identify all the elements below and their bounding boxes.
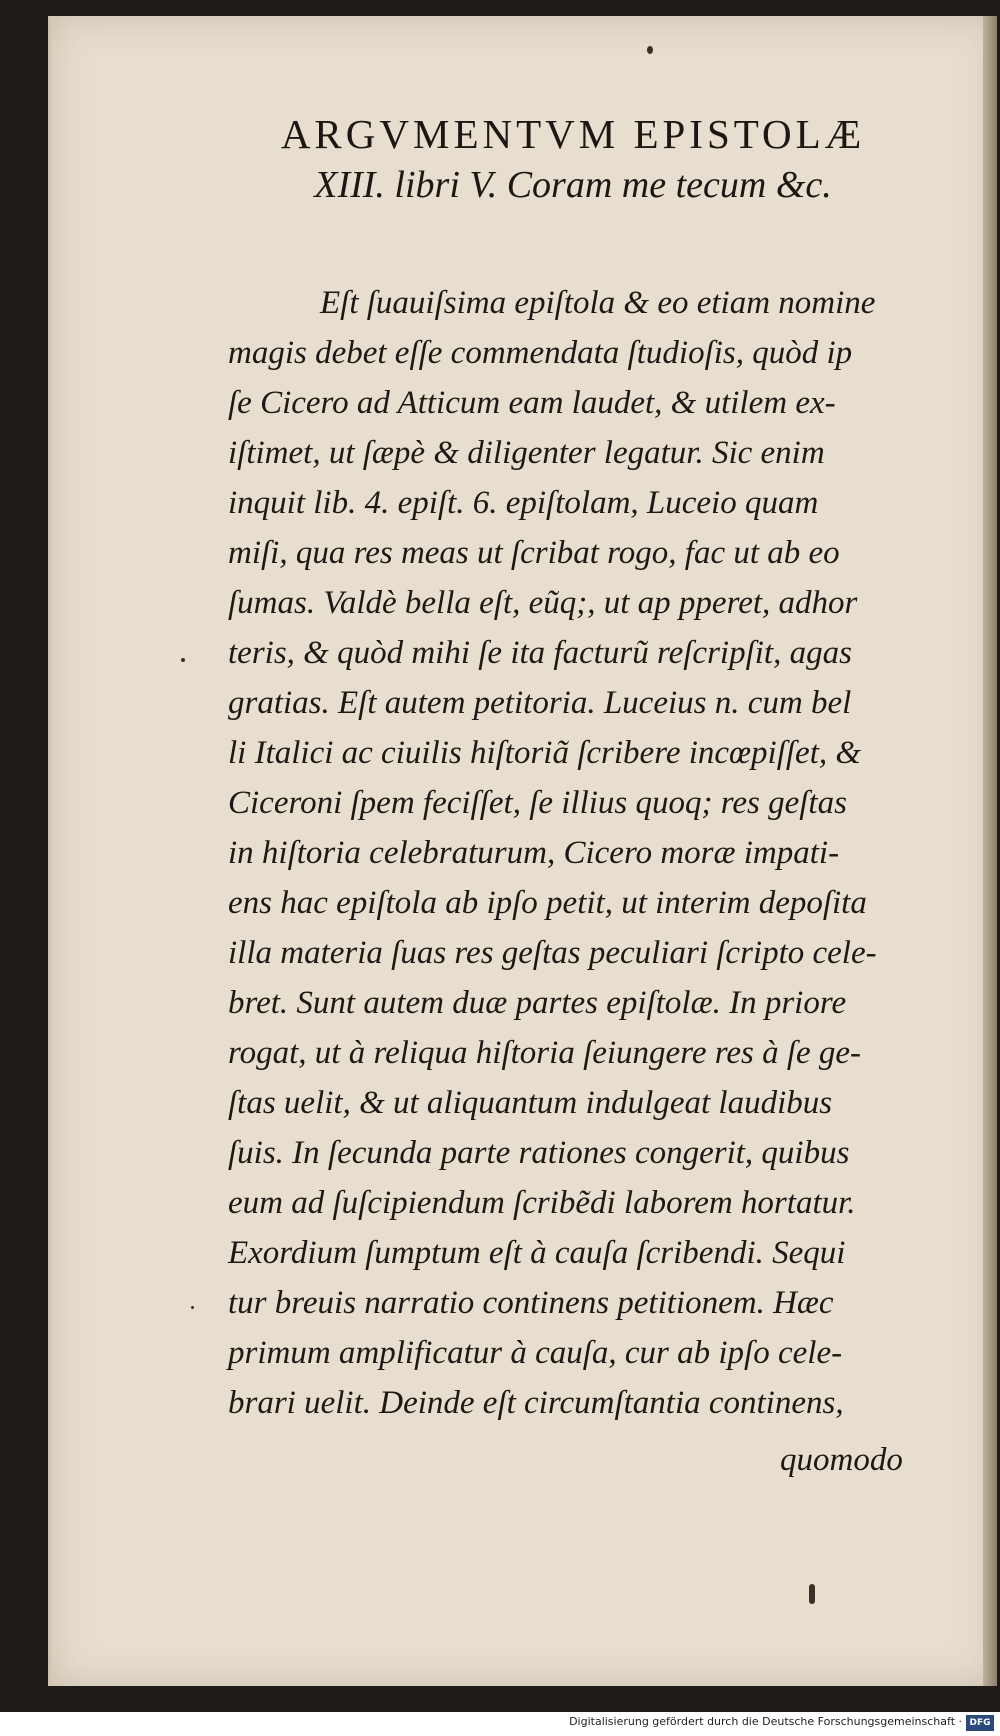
text-line: bret. Sunt autem duæ partes epiſtolæ. In priore bbox=[228, 985, 847, 1021]
text-line: Eſt ſuauiſsima epiſtola & eo etiam nomine bbox=[320, 285, 876, 321]
text-line: ens hac epiſtola ab ipſo petit, ut interim depoſita bbox=[228, 885, 867, 921]
ink-speck bbox=[809, 1584, 815, 1604]
footer-credit: Digitalisierung gefördert durch die Deutsche Forschungsgemeinschaft · bbox=[569, 1715, 962, 1728]
catchword: quomodo bbox=[780, 1442, 903, 1478]
text-line: ſumas. Valdè bella eſt, eũq;, ut ap pperet, adhor bbox=[228, 585, 858, 621]
chapter-heading bbox=[228, 108, 918, 210]
text-line: li Italici ac ciuilis hiſtoriã ſcribere incœpiſſet, & bbox=[228, 735, 862, 771]
text-line: miſi, qua res meas ut ſcribat rogo, fac ut ab eo bbox=[228, 535, 840, 571]
text-line: Ciceroni ſpem feciſſet, ſe illius quoq; res geſtas bbox=[228, 785, 847, 821]
text-line: in hiſtoria celebraturum, Cicero moræ impati- bbox=[228, 835, 840, 871]
digitization-footer bbox=[0, 1712, 1000, 1736]
text-line: tur breuis narratio continens petitionem. Hæc bbox=[228, 1285, 834, 1321]
dfg-logo: DFG bbox=[966, 1715, 994, 1731]
ink-speck bbox=[181, 658, 185, 662]
ink-speck bbox=[647, 46, 653, 54]
text-line: gratias. Eſt autem petitoria. Luceius n. cum bel bbox=[228, 685, 852, 721]
text-line: ſuis. In ſecunda parte rationes congerit, quibus bbox=[228, 1135, 850, 1171]
page-edge bbox=[983, 16, 997, 1686]
text-line: iſtimet, ut ſæpè & diligenter legatur. Sic enim bbox=[228, 435, 825, 471]
text-line: primum amplificatur à cauſa, cur ab ipſo cele- bbox=[228, 1335, 843, 1371]
text-line: Exordium ſumptum eſt à cauſa ſcribendi. Sequi bbox=[228, 1235, 846, 1271]
text-line: inquit lib. 4. epiſt. 6. epiſtolam, Luceio quam bbox=[228, 485, 819, 521]
heading-subtitle: XIII. libri V. Coram me tecum &c. bbox=[314, 164, 832, 206]
ink-speck bbox=[191, 1306, 194, 1309]
text-line: magis debet eſſe commendata ſtudioſis, quòd ip bbox=[228, 335, 853, 371]
text-line: brari uelit. Deinde eſt circumſtantia continens, bbox=[228, 1385, 844, 1421]
heading-title: ARGVMENTVM EPISTOLÆ bbox=[280, 111, 866, 157]
body-text bbox=[228, 278, 928, 1428]
text-line: eum ad ſuſcipiendum ſcribẽdi laborem hortatur. bbox=[228, 1185, 856, 1221]
text-line: rogat, ut à reliqua hiſtoria ſeiungere res à ſe ge- bbox=[228, 1035, 862, 1071]
text-line: teris, & quòd mihi ſe ita facturũ reſcripſit, agas bbox=[228, 635, 852, 671]
text-line: illa materia ſuas res geſtas peculiari ſcripto cele- bbox=[228, 935, 877, 971]
text-line: ſtas uelit, & ut aliquantum indulgeat laudibus bbox=[228, 1085, 833, 1121]
text-line: ſe Cicero ad Atticum eam laudet, & utilem ex- bbox=[228, 385, 836, 421]
